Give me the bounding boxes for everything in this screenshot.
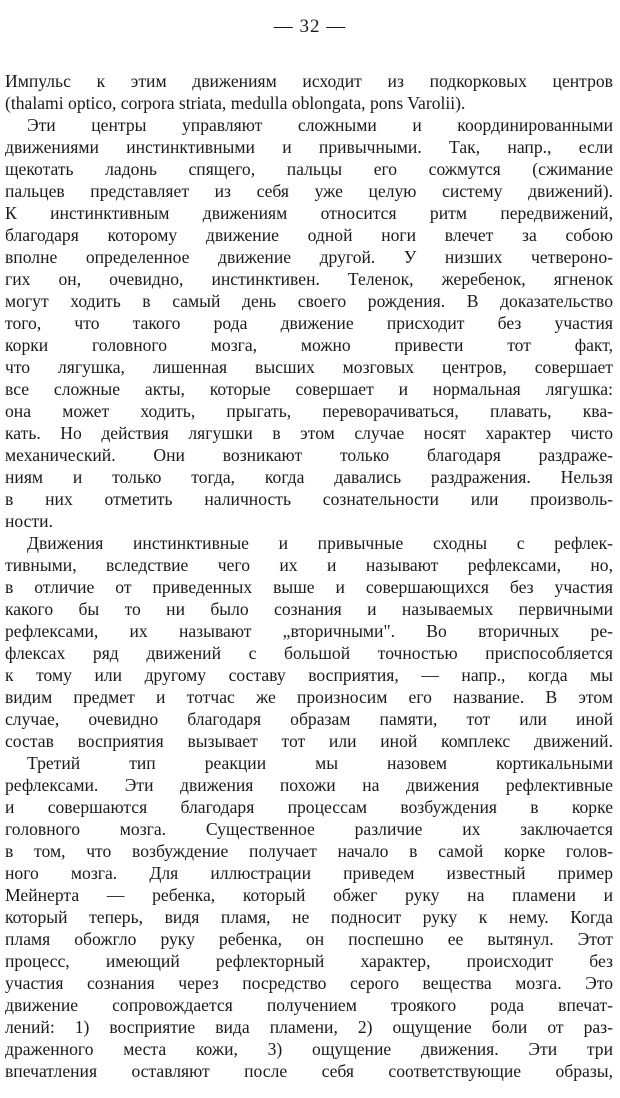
text-line: Импульс к этим движениям исходит из подкорковых центров (5, 71, 613, 91)
text-line: того, что такого рода движение присходит без участия (5, 313, 613, 333)
text-line: к тому или другому составу восприятия, — напр., когда мы (5, 665, 613, 685)
text-line: (thalami optico, corpora striata, medulla oblongata, pons Varolii). (5, 93, 466, 113)
text-line: впечатления оставляют после себя соответствующие образы, (5, 1061, 613, 1081)
text-line: случае, очевидно благодаря образам памяти, тот или иной (5, 709, 613, 729)
text-line: рефлексами. Эти движения похожи на движения рефлективные (5, 775, 613, 795)
text-line: головного мозга. Существенное различие их заключается (5, 819, 613, 839)
text-line: в том, что возбуждение получает начало в самой корке голов- (5, 841, 613, 861)
text-line: корки головного мозга, можно привести тот факт, (5, 335, 613, 355)
text-line: ного мозга. Для иллюстрации приведем известный пример (5, 863, 613, 883)
text-line: движение сопровождается получением троякого рода впечат- (5, 995, 613, 1015)
text-line: флексах ряд движений с большой точностью приспособляется (5, 643, 613, 663)
text-line: движениями инстинктивными и привычными. Так, напр., если (5, 137, 613, 157)
text-line: она может ходить, прыгать, переворачиваться, плавать, ква- (5, 401, 613, 421)
text-line: Третий тип реакции мы назовем кортикальными (27, 753, 613, 773)
body-text (5, 70, 613, 1082)
text-line: и совершаются благодаря процессам возбуждения в корке (5, 797, 613, 817)
text-line: Мейнерта — ребенка, который обжег руку на пламени и (5, 885, 613, 905)
text-line: тивными, вследствие чего их и называют рефлексами, но, (5, 555, 613, 575)
text-line: Движения инстинктивные и привычные сходны с рефлек- (27, 533, 613, 553)
text-line: какого бы то ни было сознания и называемых первичными (5, 599, 613, 619)
text-line: вполне определенное движение другой. У низших четвероно- (5, 247, 613, 267)
text-line: что лягушка, лишенная высших мозговых центров, совершает (5, 357, 613, 377)
text-line: ности. (5, 511, 53, 531)
text-line: участия сознания через посредство серого вещества мозга. Это (5, 973, 613, 993)
text-line: драженного места кожи, 3) ощущение движения. Эти три (5, 1039, 613, 1059)
text-line: гих он, очевидно, инстинктивен. Теленок, жеребенок, ягненок (5, 269, 613, 289)
text-line: механический. Они возникают только благодаря раздраже- (5, 445, 613, 465)
text-line: все сложные акты, которые совершает и нормальная лягушка: (5, 379, 613, 399)
text-line: состав восприятия вызывает тот или иной комплекс движений. (5, 731, 613, 751)
text-line: щекотать ладонь спящего, пальцы его сожмутся (сжимание (5, 159, 613, 179)
text-line: рефлексами, их называют „вторичными". Во вторичных ре- (5, 621, 613, 641)
text-line: благодаря которому движение одной ноги влечет за собою (5, 225, 613, 245)
text-line: в отличие от приведенных выше и совершающихся без участия (5, 577, 613, 597)
text-line: Эти центры управляют сложными и координированными (27, 115, 613, 135)
text-line: лений: 1) восприятие вида пламени, 2) ощущение боли от раз- (5, 1017, 613, 1037)
text-line: который теперь, видя пламя, не подносит руку к нему. Когда (5, 907, 613, 927)
text-line: пальцев представляет из себя уже целую систему движений). (5, 181, 613, 201)
text-line: кать. Но действия лягушки в этом случае носят характер чисто (5, 423, 613, 443)
text-line: могут ходить в самый день своего рождения. В доказательство (5, 291, 613, 311)
text-line: в них отметить наличность сознательности или произволь- (5, 489, 613, 509)
text-line: пламя обожгло руку ребенка, он поспешно ее вытянул. Этот (5, 929, 613, 949)
text-line: К инстинктивным движениям относится ритм передвижений, (5, 203, 613, 223)
text-line: ниям и только тогда, когда давались раздражения. Нельзя (5, 467, 613, 487)
text-line: процесс, имеющий рефлекторный характер, происходит без (5, 951, 613, 971)
page-number: — 32 — (273, 16, 347, 37)
text-line: видим предмет и тотчас же произносим его название. В этом (5, 687, 613, 707)
